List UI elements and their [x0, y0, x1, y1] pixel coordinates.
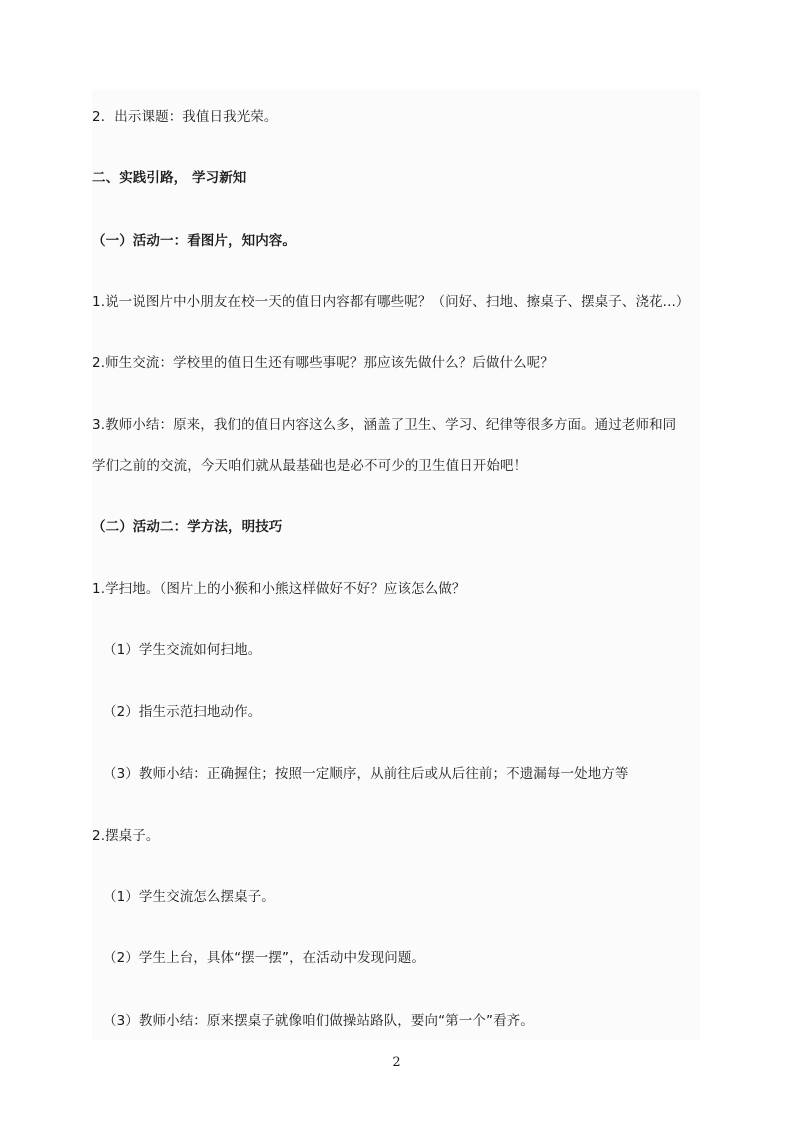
text-line-sweep: 1.学扫地。（图片上的小猴和小熊这样做好不好？应该怎么做？	[92, 581, 466, 597]
text-line-item-2: 2.师生交流：学校里的值日生还有哪些事呢？那应该先做什么？后做什么呢？	[92, 355, 554, 371]
text-line-show-topic: 2．出示课题：我值日我光荣。	[92, 109, 278, 125]
text-line-desks-sub-3: （3）教师小结：原来摆桌子就像咱们做操站路队，要向“第一个”看齐。	[103, 1013, 534, 1029]
text-line-item-1: 1.说一说图片中小朋友在校一天的值日内容都有哪些呢？（问好、扫地、擦桌子、摆桌子、浇花...）	[92, 294, 690, 310]
text-line-sweep-sub-2: （2）指生示范扫地动作。	[103, 704, 262, 720]
page-number: 2	[392, 1055, 401, 1070]
activity-heading-two: （二）活动二：学方法，明技巧	[92, 519, 283, 535]
text-line-item-3: 3.教师小结：原来，我们的值日内容这么多，涵盖了卫生、学习、纪律等很多方面。通过老师和同	[92, 417, 677, 433]
text-line-desks: 2.摆桌子。	[92, 828, 160, 844]
text-line-desks-sub-1: （1）学生交流怎么摆桌子。	[103, 889, 275, 905]
text-line-desks-sub-2: （2）学生上台，具体“摆一摆”，在活动中发现问题。	[103, 950, 426, 966]
text-line-sweep-sub-1: （1）学生交流如何扫地。	[103, 642, 262, 658]
text-line-sweep-sub-3: （3）教师小结：正确握住；按照一定顺序，从前往后或从后往前；不遗漏每一处地方等	[103, 766, 629, 782]
text-line-item-3-continued: 学们之前的交流，今天咱们就从最基础也是必不可少的卫生值日开始吧！	[92, 458, 528, 474]
activity-heading-one: （一）活动一：看图片，知内容。	[92, 233, 296, 249]
section-heading-practice: 二、实践引路， 学习新知	[92, 170, 247, 186]
